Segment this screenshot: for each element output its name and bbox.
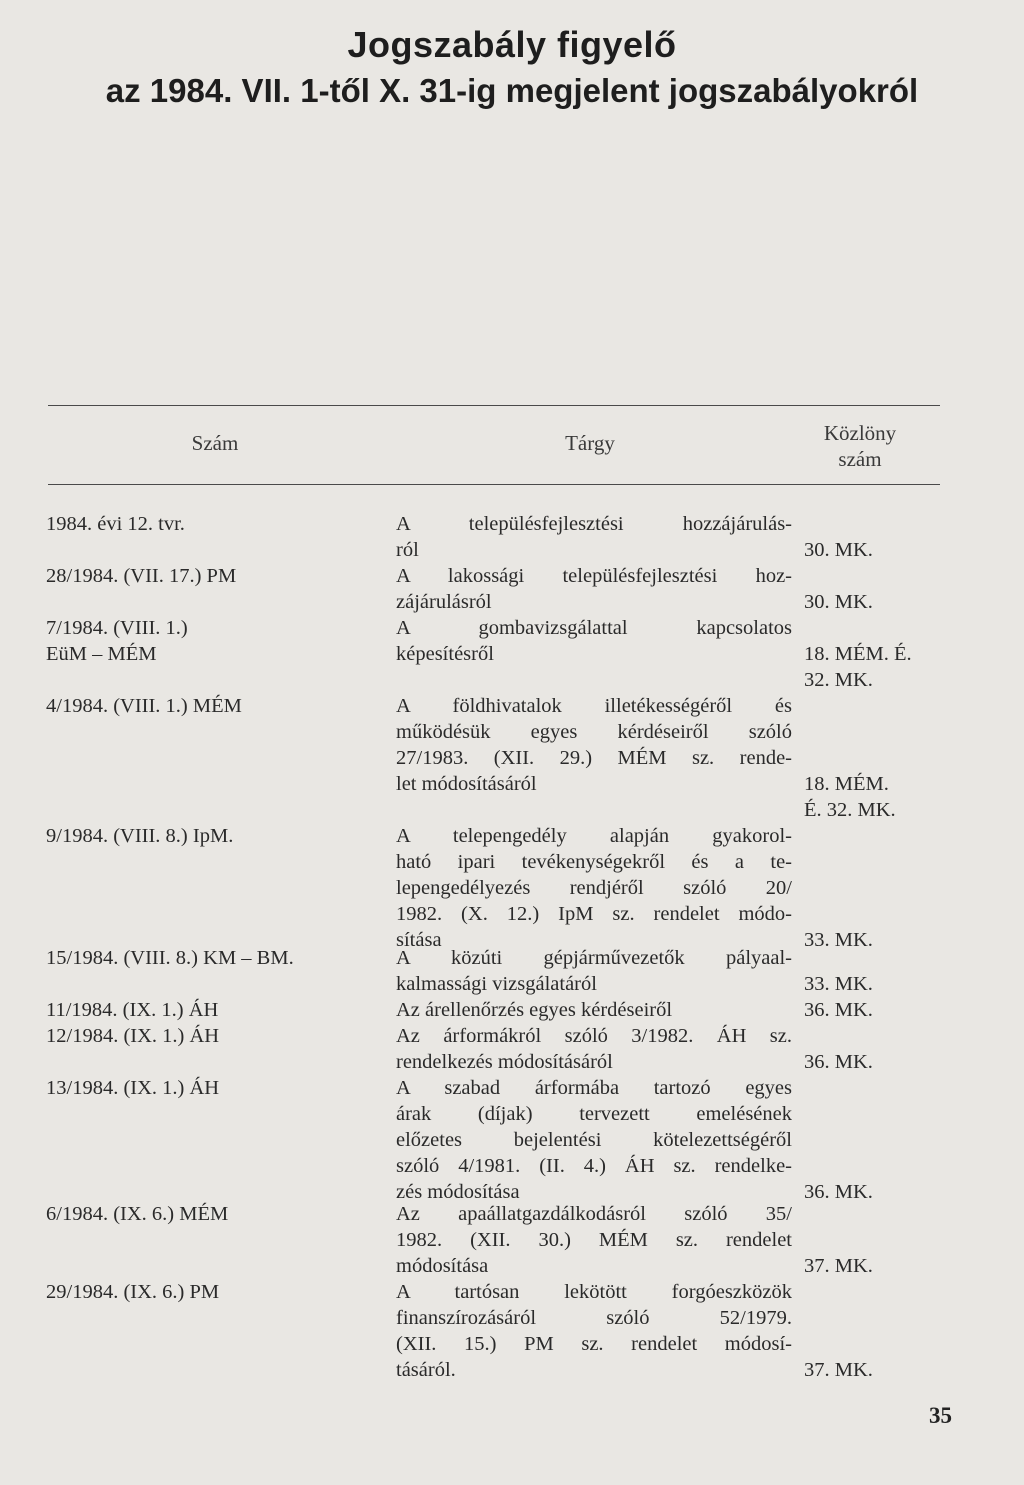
gazette-reference-line — [804, 901, 964, 927]
law-subject — [396, 563, 792, 615]
page-title: Jogszabály figyelő — [347, 24, 677, 65]
law-subject-line: kalmassági vizsgálatáról — [396, 973, 597, 995]
law-subject-line: Az árellenőrzés egyes kérdéseiről — [396, 999, 673, 1021]
gazette-reference-line — [804, 1075, 964, 1101]
gazette-reference-line — [804, 1201, 964, 1227]
gazette-reference — [804, 1075, 964, 1205]
law-subject — [396, 1201, 792, 1279]
gazette-reference-line: 18. MÉM. É. — [804, 643, 912, 665]
law-subject-line: árak (díjak) tervezett emelésének — [396, 1103, 792, 1125]
column-header-targy: Tárgy — [565, 431, 615, 455]
gazette-reference-line — [804, 1331, 964, 1357]
law-subject-line: let módosításáról — [396, 773, 537, 795]
gazette-reference-line: 33. MK. — [804, 973, 873, 995]
table-top-rule — [48, 405, 940, 406]
gazette-reference-line — [804, 745, 964, 771]
gazette-reference — [804, 1023, 964, 1075]
table-header-rule — [48, 484, 940, 485]
law-subject-line: 1982. (XII. 30.) MÉM sz. rendelet — [396, 1229, 792, 1251]
gazette-reference — [804, 823, 964, 953]
law-number-line: 15/1984. (VIII. 8.) KM – BM. — [46, 947, 294, 969]
gazette-reference-line: 30. MK. — [804, 591, 873, 613]
gazette-reference-line — [804, 511, 964, 537]
law-number — [46, 511, 376, 537]
law-number-line: 1984. évi 12. tvr. — [46, 513, 185, 535]
gazette-reference-line: 36. MK. — [804, 1181, 873, 1203]
law-subject-line: ról — [396, 539, 419, 561]
gazette-reference-line — [804, 823, 964, 849]
law-subject-line: tásáról. — [396, 1359, 456, 1381]
law-number — [46, 1023, 376, 1049]
gazette-reference — [804, 563, 964, 615]
gazette-reference-line — [804, 1305, 964, 1331]
law-subject-line: Az árformákról szóló 3/1982. ÁH sz. — [396, 1025, 792, 1047]
law-number — [46, 997, 376, 1023]
law-subject — [396, 1023, 792, 1075]
law-subject-line: előzetes bejelentési kötelezettségéről — [396, 1129, 792, 1151]
law-subject — [396, 615, 792, 667]
column-header-kozlony-line1: Közlöny — [823, 421, 897, 445]
law-subject-line: (XII. 15.) PM sz. rendelet módosí- — [396, 1333, 792, 1355]
gazette-reference-line — [804, 693, 964, 719]
law-subject — [396, 823, 792, 953]
gazette-reference-line: 37. MK. — [804, 1255, 873, 1277]
law-subject-line: A telepengedély alapján gyakorol- — [396, 825, 792, 847]
law-number-line: 9/1984. (VIII. 8.) IpM. — [46, 825, 234, 847]
law-subject-line: 27/1983. (XII. 29.) MÉM sz. rende- — [396, 747, 792, 769]
law-number — [46, 1279, 376, 1305]
law-subject-line: képesítésről — [396, 643, 494, 665]
gazette-reference-line — [804, 1279, 964, 1305]
gazette-reference-line — [804, 945, 964, 971]
page-subtitle: az 1984. VII. 1-től X. 31-ig megjelent jogszabályokról — [105, 72, 919, 109]
law-subject — [396, 693, 792, 797]
law-number-line: 11/1984. (IX. 1.) ÁH — [46, 999, 219, 1021]
law-number — [46, 1075, 376, 1101]
gazette-reference — [804, 1201, 964, 1279]
law-subject-line: A lakossági településfejlesztési hoz- — [396, 565, 792, 587]
law-subject-line: A közúti gépjárművezetők pályaal- — [396, 947, 792, 969]
law-subject-line: sítása — [396, 929, 442, 951]
law-subject-line: zés módosítása — [396, 1181, 520, 1203]
gazette-reference — [804, 945, 964, 997]
gazette-reference-line — [804, 1227, 964, 1253]
law-subject-line: Az apaállatgazdálkodásról szóló 35/ — [396, 1203, 792, 1225]
gazette-reference-line — [804, 719, 964, 745]
gazette-reference-line: 32. MK. — [804, 669, 873, 691]
gazette-reference-line — [804, 563, 964, 589]
gazette-reference-line: 37. MK. — [804, 1359, 873, 1381]
law-number-line: 6/1984. (IX. 6.) MÉM — [46, 1203, 229, 1225]
gazette-reference-line — [804, 1101, 964, 1127]
law-subject-line: lepengedélyezés rendjéről szóló 20/ — [396, 877, 792, 899]
gazette-reference-line — [804, 875, 964, 901]
law-number — [46, 1201, 376, 1227]
law-subject-line: rendelkezés módosításáról — [396, 1051, 613, 1073]
gazette-reference-line: 36. MK. — [804, 1051, 873, 1073]
law-subject-line: működésük egyes kérdéseiről szóló — [396, 721, 792, 743]
law-number-line: 4/1984. (VIII. 1.) MÉM — [46, 695, 242, 717]
law-subject-line: finanszírozásáról szóló 52/1979. — [396, 1307, 792, 1329]
gazette-reference-line: 36. MK. — [804, 999, 873, 1021]
gazette-reference — [804, 615, 964, 693]
gazette-reference — [804, 693, 964, 823]
law-number — [46, 693, 376, 719]
gazette-reference-line — [804, 615, 964, 641]
gazette-reference — [804, 1279, 964, 1383]
law-subject-line: A gombavizsgálattal kapcsolatos — [396, 617, 792, 639]
law-number-line: 13/1984. (IX. 1.) ÁH — [46, 1077, 220, 1099]
law-number — [46, 945, 376, 971]
law-subject-line: A településfejlesztési hozzájárulás- — [396, 513, 792, 535]
law-subject — [396, 997, 792, 1023]
law-subject — [396, 1075, 792, 1205]
law-subject — [396, 1279, 792, 1383]
law-number-line: 29/1984. (IX. 6.) PM — [46, 1281, 220, 1303]
column-header-kozlony-line2: szám — [838, 447, 882, 471]
gazette-reference-line — [804, 1023, 964, 1049]
law-subject-line: szóló 4/1981. (II. 4.) ÁH sz. rendelke- — [396, 1155, 792, 1177]
gazette-reference-line: 33. MK. — [804, 929, 873, 951]
gazette-reference-line: É. 32. MK. — [804, 799, 896, 821]
law-number — [46, 563, 376, 589]
gazette-reference — [804, 511, 964, 563]
gazette-reference-line: 30. MK. — [804, 539, 873, 561]
page-number: 35 — [929, 1403, 952, 1428]
column-header-kozlony — [800, 420, 920, 472]
column-header-szam: Szám — [191, 431, 239, 455]
gazette-reference-line — [804, 1153, 964, 1179]
gazette-reference-line — [804, 1127, 964, 1153]
law-number-line: 12/1984. (IX. 1.) ÁH — [46, 1025, 220, 1047]
gazette-reference — [804, 997, 964, 1023]
law-subject-line: zájárulásról — [396, 591, 492, 613]
law-number — [46, 823, 376, 849]
law-subject-line: A földhivatalok illetékességéről és — [396, 695, 792, 717]
law-number — [46, 615, 376, 667]
law-subject — [396, 511, 792, 563]
law-subject-line: módosítása — [396, 1255, 489, 1277]
law-subject-line: A tartósan lekötött forgóeszközök — [396, 1281, 792, 1303]
law-subject-line: 1982. (X. 12.) IpM sz. rendelet módo- — [396, 903, 792, 925]
law-subject — [396, 945, 792, 997]
gazette-reference-line: 18. MÉM. — [804, 773, 889, 795]
gazette-reference-line — [804, 849, 964, 875]
law-number-line: 7/1984. (VIII. 1.) — [46, 617, 188, 639]
law-number-line: EüM – MÉM — [46, 643, 157, 665]
law-subject-line: ható ipari tevékenységekről és a te- — [396, 851, 792, 873]
law-subject-line: A szabad árformába tartozó egyes — [396, 1077, 792, 1099]
law-number-line: 28/1984. (VII. 17.) PM — [46, 565, 237, 587]
